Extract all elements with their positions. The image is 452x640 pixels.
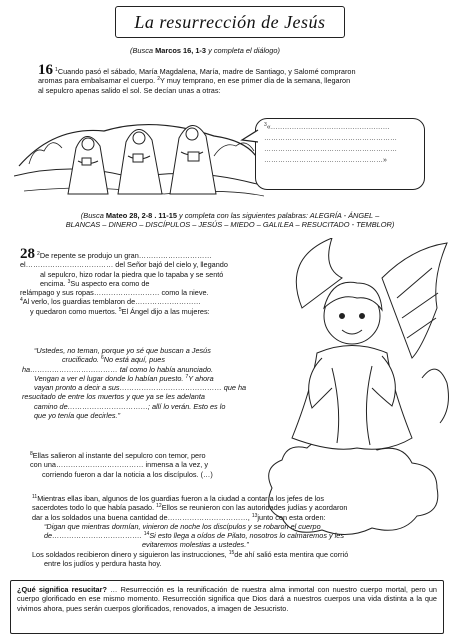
verse-text: junto con esta orden: <box>257 512 326 522</box>
verse-text: dar a los soldados una buena cantidad de……………………………, <box>32 512 250 522</box>
verse-text: el……………………………… del Señor bajó del cielo y, llegando <box>20 260 228 270</box>
blank-line[interactable]: ……………………………………………» <box>264 157 387 164</box>
instruction-text: y completa con las siguientes palabras: ALEGRÍA - ÁNGEL – <box>176 211 380 220</box>
women-illustration <box>14 106 264 202</box>
speech-text: que yo tenía que decirles.” <box>34 411 120 421</box>
verse-text: relámpago y sus ropas……………………… como la nieve. <box>20 288 209 298</box>
verse-text: Mientras ellas iban, algunos de los guardias fueron a la ciudad a contar a los jefes de los <box>37 494 324 503</box>
verse-text: sacerdotes todo lo que había pasado. <box>32 503 155 513</box>
resurrection-definition-box <box>10 580 444 634</box>
speech-text: Si esto llega a oídos de Pilato, nosotros lo calmaremos y les <box>149 531 344 541</box>
verse-text: Y muy temprano, en ese primer día de la semana, llegaron <box>160 76 351 86</box>
verse-number: 2 <box>157 76 161 83</box>
verse-number: 11 <box>32 494 38 500</box>
chapter-number: 16 <box>38 62 53 78</box>
verse-text: Ellos se reunieron con las autoridades judías y acordaron <box>161 503 348 513</box>
instruction-text: (Busca <box>130 46 156 55</box>
verse-text: al sepulcro, hizo rodar la piedra que lo tapaba y se sentó <box>40 269 224 279</box>
verse-number: 12 <box>156 503 162 510</box>
speech-text: camino de……………………………; allí lo verán. Esto es lo <box>34 401 226 411</box>
speech-text: Vengan a ver el lugar donde lo habían puesto. <box>34 373 184 383</box>
chapter-number: 28 <box>20 246 35 262</box>
scripture-reference: Marcos 16, 1-3 <box>155 46 207 55</box>
mark-instruction <box>130 46 280 55</box>
blank-line[interactable]: «…………………………………………… <box>266 124 390 131</box>
verse-text: Los soldados recibieron dinero y siguieron las instrucciones, <box>32 549 227 559</box>
instruction-text: y completa el diálogo) <box>206 46 280 55</box>
verse-text: con una……………………………… inmensa a la vez, y <box>30 460 209 470</box>
verse-number: 14 <box>143 531 150 538</box>
verse-number: 3 <box>67 278 71 285</box>
verse-text: Al verlo, los guardias temblaron de……………………… <box>22 297 201 307</box>
matthew-instruction <box>24 211 436 230</box>
speech-text: de………………………………. <box>44 531 142 541</box>
definition-question: ¿Qué significa resucitar? <box>17 585 107 594</box>
verse-text: de ahí salió esta mentira que corrió <box>234 549 349 559</box>
definition-answer: … Resurrección es la reunificación de nuestra alma inmortal con nuestro cuerpo mortal, pero un cuerpo glorificado en ese mismo momento. Resurrección significa que Dios dará a nuestros cuerpos una vida distinta a la que vivimos ahora, pues serán cuerpos glorificados, renovados, a imagen de Jesucristo. <box>17 585 437 613</box>
verse-text: al sepulcro apenas salido el sol. Se decían unas a otras: <box>38 85 221 95</box>
mark-passage <box>38 62 433 95</box>
definition-text <box>17 585 437 613</box>
verse-text: entre los judíos y perdura hasta hoy. <box>44 559 162 569</box>
verse-number: 8 <box>30 451 33 457</box>
bubble-blank-lines <box>256 119 424 166</box>
verse-number: 3 <box>264 122 267 128</box>
page-title: La resurrección de Jesús <box>115 6 345 38</box>
verse-text: y quedaron como muertos. <box>30 306 117 316</box>
verse-text: De repente se produjo un gran………………………… <box>39 251 212 260</box>
angel-speech <box>22 346 284 420</box>
verse-number: 6 <box>100 355 104 362</box>
scripture-reference: Mateo 28, 2-8 . 11-15 <box>105 211 177 220</box>
speech-text: “Digan que mientras dormían, vinieron de noche los discípulos y se robaron el cuerpo <box>44 521 321 531</box>
verse-text: aromas para embalsamar el cuerpo. <box>38 76 156 86</box>
matthew-passage-1 <box>20 246 282 316</box>
verse-number: 7 <box>185 373 189 380</box>
matthew-passage-3 <box>32 494 432 568</box>
verse-text: El Ángel dijo a las mujeres: <box>121 306 210 316</box>
speech-text: vayan pronto a decir a sus…………………………………… que ha <box>34 383 247 393</box>
verse-number: 5 <box>118 306 122 313</box>
speech-text: resucitado de entre los muertos y que ya se les adelanta <box>22 392 205 402</box>
verse-text: corriendo fueron a dar la noticia a los discípulos. (…) <box>42 469 213 479</box>
speech-text: Y ahora <box>188 373 214 383</box>
instruction-text: BLANCAS – DINERO – DISCÍPULOS – JESÚS – MIEDO – GALILEA – RESUCITADO - TEMBLOR) <box>65 220 395 230</box>
speech-bubble <box>255 118 425 190</box>
verse-number: 15 <box>228 549 235 556</box>
verse-number: 13 <box>251 512 258 519</box>
verse-text: encima. <box>40 278 66 288</box>
verse-text: Ellas salieron al instante del sepulcro con temor, pero <box>32 451 206 460</box>
verse-text: Su aspecto era como de <box>70 278 150 288</box>
instruction-text: (Busca <box>80 211 106 220</box>
verse-number: 1 <box>55 67 58 73</box>
speech-text: evitaremos molestias a ustedes.” <box>142 540 249 550</box>
bubble-tail <box>240 128 260 148</box>
verse-text: Cuando pasó el sábado, María Magdalena, María, madre de Santiago, y Salomé compraron <box>57 67 356 76</box>
speech-text: ha……………………………… tal como lo había anunciado. <box>22 364 214 374</box>
speech-text: “Ustedes, no teman, porque yo sé que buscan a Jesús <box>34 346 211 355</box>
blank-line[interactable]: ………………………………………………… <box>264 146 397 153</box>
verse-number: 4 <box>20 297 23 304</box>
verse-number: 2 <box>37 251 40 257</box>
matthew-passage-2 <box>30 451 290 479</box>
speech-text: crucificado. <box>62 355 99 365</box>
blank-line[interactable]: ………………………………………………… <box>264 135 397 142</box>
speech-text: No está aquí, pues <box>103 355 165 365</box>
